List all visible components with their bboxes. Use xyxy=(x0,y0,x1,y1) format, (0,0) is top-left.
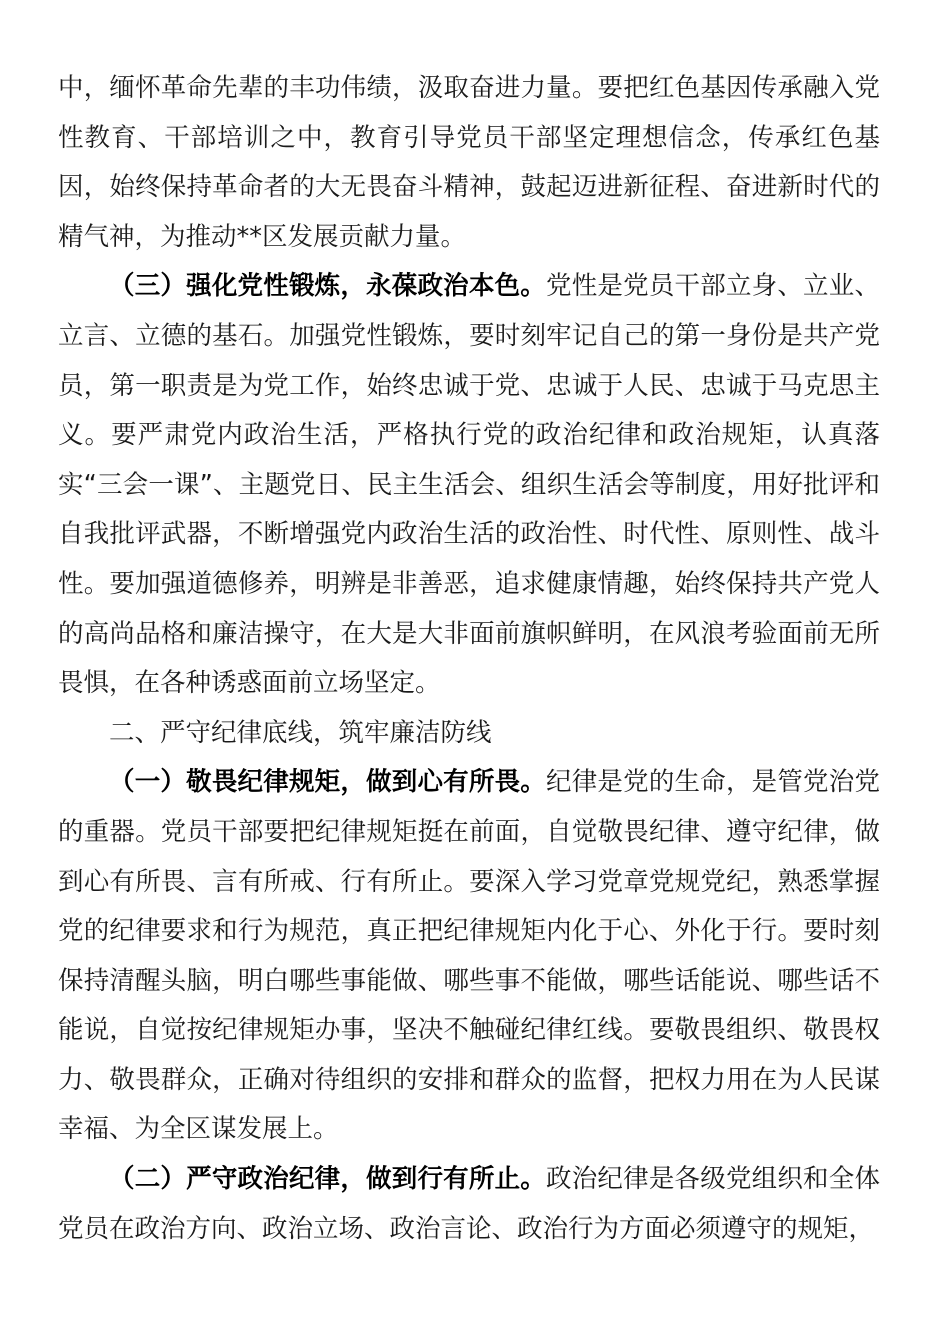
paragraph-section-2 xyxy=(58,1155,880,1254)
section-heading: （三）强化党性锻炼，永葆政治本色。 xyxy=(109,271,546,302)
chapter-heading-text: 二、严守纪律底线，筑牢廉洁防线 xyxy=(109,717,492,748)
paragraph-text: 党性是党员干部立身、立业、立言、立德的基石。加强党性锻炼，要时刻牢记自己的第一身份是共产党员，第一职责是为党工作，始终忠诚于党、忠诚于人民、忠诚于马克思主义。要严肃党内政治生活，严格执行党的政治纪律和政治规矩，认真落实“三会一课”、主题党日、民主生活会、组织生活会等制度，用好批评和自我批评武器，不断增强党内政治生活的政治性、时代性、原则性、战斗性。要加强道德修养，明辨是非善恶，追求健康情趣，始终保持共产党人的高尚品格和廉洁操守，在大是大非面前旗帜鲜明，在风浪考验面前无所畏惧，在各种诱惑面前立场坚定。 xyxy=(58,271,880,699)
paragraph-text: 政治纪律是各级党组织和全体党员在政治方向、政治立场、政治言论、政治行为方面必须遵守的规矩， xyxy=(58,1164,880,1244)
paragraph-continuation xyxy=(58,64,880,262)
paragraph-text: 中，缅怀革命先辈的丰功伟绩，汲取奋进力量。要把红色基因传承融入党性教育、干部培训之中，教育引导党员干部坚定理想信念，传承红色基因，始终保持革命者的大无畏奋斗精神，鼓起迈进新征程、奋进新时代的精气神，为推动**区发展贡献力量。 xyxy=(58,73,880,252)
chapter-heading xyxy=(58,709,880,759)
paragraph-section-1 xyxy=(58,758,880,1155)
section-heading: （二）严守政治纪律，做到行有所止。 xyxy=(109,1164,546,1195)
document-body xyxy=(58,64,880,1254)
paragraph-section-3 xyxy=(58,262,880,708)
paragraph-text: 纪律是党的生命，是管党治党的重器。党员干部要把纪律规矩挺在前面，自觉敬畏纪律、遵守纪律，做到心有所畏、言有所戒、行有所止。要深入学习党章党规党纪，熟悉掌握党的纪律要求和行为规范，真正把纪律规矩内化于心、外化于行。要时刻保持清醒头脑，明白哪些事能做、哪些事不能做，哪些话能说、哪些话不能说，自觉按纪律规矩办事，坚决不触碰纪律红线。要敬畏组织、敬畏权力、敬畏群众，正确对待组织的安排和群众的监督，把权力用在为人民谋幸福、为全区谋发展上。 xyxy=(58,767,880,1145)
section-heading: （一）敬畏纪律规矩，做到心有所畏。 xyxy=(109,767,546,798)
